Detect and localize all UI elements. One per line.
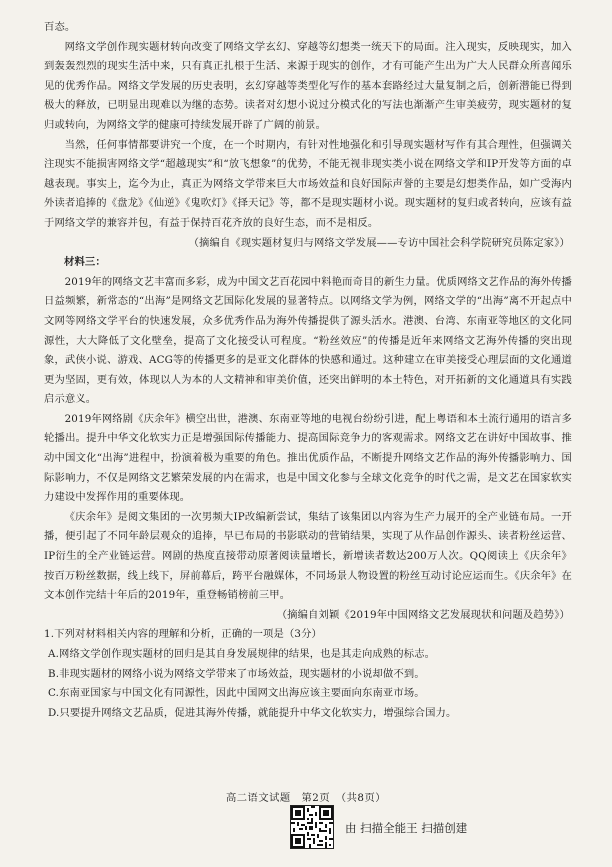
question-stem: 1.下列对材料相关内容的理解和分析，正确的一项是（3分）	[44, 628, 322, 641]
page-footer: 高二语文试题 第2页 （共8页）	[225, 792, 387, 804]
paragraph-1: 网络文学创作现实题材转向改变了网络文学玄幻、穿越等幻想类一统天下的局面。注入现实，反映现实，加入到轰轰烈烈的现实生活中来，只有真正扎根于生活、来源于现实的创作，才有可能产生出为广大人民群众所喜闻乐见的优秀作品。网络文学发展的历史表明，玄幻穿越等类型化写作的基本套路经过大量复制之后，创新潜能已得到极大的释放，已明显出现难以为继的态势。读者对幻想小说过分模式化的写法也渐渐产生审美疲劳，现实题材的复归或转向，为网络文学的健康可持续发展开辟了广阔的前景。	[44, 40, 572, 131]
source-citation-2: （摘编自《现实题材复归与网络文学发展——专访中国社会科学院研究员陈定家》）	[188, 236, 570, 249]
option-a: A.网络文学创作现实题材的回归是其自身发展规律的结果，也是其走向成熟的标志。	[48, 648, 436, 660]
paragraph-3: 2019年的网络文艺丰富而多彩，成为中国文艺百花园中料艳而奇目的新生力量。优质网络文艺作品的海外传播日益频繁，新常态的“出海”是网络文艺国际化发展的显著特点。以网络文学为例，网络文学的“出海”离不开起点中文网等网络文学平台的快速发展，众多优秀作品为海外传播提供了源头活水。港澳、台湾、东南亚等地区的文化同源性，大大降低了文化壁垒，提高了文化接受认可程度。“粉丝效应”的传播是近年来网络文艺海外传播的突出现象，武侠小说、游戏、ACG等的传播更多的是亚文化群体的快感和通过。这种建立在审美接受心理层面的文化通道更为坚固，更有效，体现以人为本的人文精神和审美价值，还突出鲜明的本土特色，对开拓新的文化通道具有实践启示意义。	[44, 275, 572, 406]
paragraph-4: 2019年网络剧《庆余年》横空出世，港澳、东南亚等地的电视台纷纷引进，配上粤语和本土流行通用的语言多轮播出。提升中华文化软实力正是增强国际传播能力、提高国际竞争力的客观需求。网络文艺在讲好中国故事、推动中国文化“出海”进程中，扮演着极为重要的角色。推出优质作品，不断提升网络文艺作品的海外传播影响力、国际影响力，不仅是网络文艺繁荣发展的内在需求，也是中国文化参与全球文化竞争的时代之需，是文艺在国家软实力建设中发挥作用的重要体现。	[44, 412, 572, 504]
option-d: D.只要提升网络文艺品质，促进其海外传播，就能提升中华文化软实力，增强综合国力。	[48, 706, 457, 719]
scanner-watermark-text: 由 扫描全能王 扫描创建	[345, 821, 468, 835]
option-b: B.非现实题材的网络小说为网络文学带来了市场效益，现实题材的小说却做不到。	[48, 667, 425, 680]
paragraph-2: 当然，任何事情都要讲究一个度，在一个时期内，有针对性地强化和引导现实题材写作有其合理性，但强调关注现实不能损害网络文学“超越现实”和“放飞想象”的优势，不能无视非现实类小说在网络文学和IP开发等方面的卓越表现。事实上，迄今为止，真正为网络文学带来巨大市场效益和良好国际声誉的主要是幻想类作品，如广受海内外读者追捧的《盘龙》《仙逆》《鬼吹灯》《择天记》等，都不是现实题材小说。现实题材的复归或者转向，应该有益于网络文学的兼容并包，有益于保持百花齐放的良好生态，而不是相反。	[44, 138, 572, 229]
source-citation-3: （摘编自刘颖《2019年中国网络文艺发展现状和问题及趋势》）	[276, 608, 570, 621]
qr-code-icon	[290, 805, 334, 849]
material-3-label: 材料三：	[64, 256, 106, 269]
paragraph-5: 《庆余年》是阅文集团的一次男频大IP改编新尝试，集结了该集团以内容为生产力展开的全产业链布局。一开播，便引起了不同年龄层观众的追捧，早已布局的书影联动的营销结果，实现了从作品创作源头、读者粉丝运营、IP衍生的全产业链运营。网剧的热度直接带动原著阅读量增长，新增读者数达200万人次。QQ阅读上《庆余年》按百万粉丝数据，线上线下，屏前幕后，跨平台融媒体，不同场景人物设置的粉丝互动讨论应运而生。《庆余年》在文本创作完结十年后的2019年，重登畅销榜前三甲。	[44, 510, 572, 602]
paragraph-top-tail: 百态。	[44, 21, 76, 33]
option-c: C.东南亚国家与中国文化有同源性，因此中国网文出海应该主要面向东南亚市场。	[48, 687, 425, 700]
article-body	[44, 18, 572, 723]
